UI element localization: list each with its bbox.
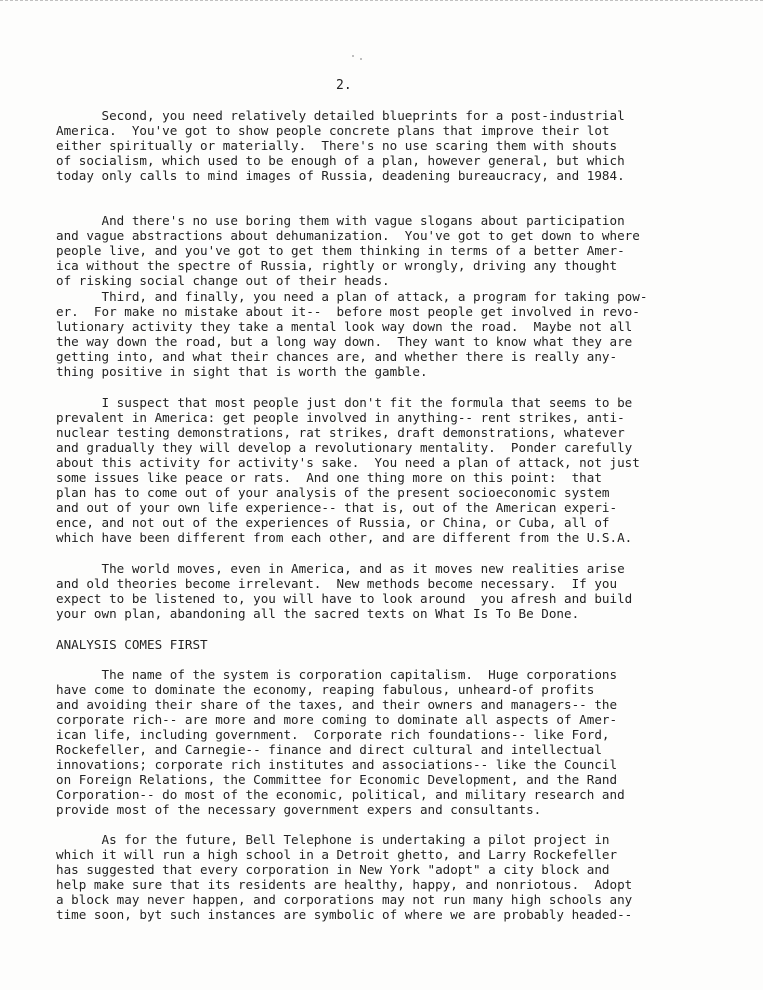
text-line: either spiritually or materially. There's no use scaring them with shouts [56, 138, 618, 153]
paragraph [56, 561, 646, 621]
text-line: have come to dominate the economy, reaping fabulous, unheard-of profits [56, 682, 595, 697]
text-line: the way down the road, but a long way down. They want to know what they are [56, 334, 633, 349]
paragraph [56, 213, 646, 288]
text-line: getting into, and what their chances are, and whether there is really any- [56, 349, 618, 364]
text-line: your own plan, abandoning all the sacred texts on What Is To Be Done. [56, 606, 580, 621]
text-line: plan has to come out of your analysis of the present socioeconomic system [56, 485, 610, 500]
text-line: er. For make no mistake about it-- before most people get involved in revo- [56, 304, 640, 319]
text-line: and vague abstractions about dehumanization. You've got to get down to where [56, 228, 640, 243]
text-line: I suspect that most people just don't fit the formula that seems to be [56, 395, 633, 410]
text-line: lutionary activity they take a mental look way down the road. Maybe not all [56, 319, 633, 334]
text-line: As for the future, Bell Telephone is undertaking a pilot project in [56, 832, 610, 847]
text-line: ican life, including government. Corporate rich foundations-- like Ford, [56, 727, 610, 742]
text-line: which it will run a high school in a Detroit ghetto, and Larry Rockefeller [56, 847, 618, 862]
text-line: provide most of the necessary government expers and consultants. [56, 802, 542, 817]
text-line: of risking social change out of their heads. [56, 273, 390, 288]
scan-speck [360, 58, 362, 60]
text-line: Second, you need relatively detailed blueprints for a post-industrial [56, 108, 625, 123]
text-line: has suggested that every corporation in New York "adopt" a city block and [56, 862, 610, 877]
scan-speck [352, 55, 354, 57]
text-line: about this activity for activity's sake. You need a plan of attack, not just [56, 455, 640, 470]
paragraph [56, 395, 646, 545]
section-heading: ANALYSIS COMES FIRST [56, 637, 208, 652]
text-line: ence, and not out of the experiences of Russia, or China, or Cuba, all of [56, 515, 610, 530]
text-line: on Foreign Relations, the Committee for Economic Development, and the Rand [56, 772, 618, 787]
text-line: nuclear testing demonstrations, rat strikes, draft demonstrations, whatever [56, 425, 625, 440]
text-line: time soon, byt such instances are symbolic of where we are probably headed-- [56, 907, 633, 922]
text-line: which have been different from each other, and are different from the U.S.A. [56, 530, 633, 545]
text-line: prevalent in America: get people involved in anything-- rent strikes, anti- [56, 410, 625, 425]
text-line: and out of your own life experience-- that is, out of the American experi- [56, 500, 618, 515]
text-line: The world moves, even in America, and as it moves new realities arise [56, 561, 625, 576]
text-line: people live, and you've got to get them thinking in terms of a better Amer- [56, 243, 625, 258]
text-line: and old theories become irrelevant. New methods become necessary. If you [56, 576, 618, 591]
paragraph [56, 832, 646, 922]
paragraph [56, 108, 646, 183]
text-line: America. You've got to show people concrete plans that improve their lot [56, 123, 610, 138]
text-line: Rockefeller, and Carnegie-- finance and direct cultural and intellectual [56, 742, 602, 757]
page-number: 2. [336, 78, 352, 93]
page-top-edge [0, 0, 763, 7]
text-line: expect to be listened to, you will have to look around you afresh and build [56, 591, 633, 606]
text-line: thing positive in sight that is worth the gamble. [56, 364, 428, 379]
text-line: of socialism, which used to be enough of a plan, however general, but which [56, 153, 625, 168]
text-line: The name of the system is corporation capitalism. Huge corporations [56, 667, 618, 682]
text-line: innovations; corporate rich institutes and associations-- like the Council [56, 757, 618, 772]
text-line: corporate rich-- are more and more coming to dominate all aspects of Amer- [56, 712, 618, 727]
paragraph [56, 667, 646, 817]
text-line: Corporation-- do most of the economic, political, and military research and [56, 787, 625, 802]
text-line: and gradually they will develop a revolutionary mentality. Ponder carefully [56, 440, 633, 455]
paragraph [56, 289, 646, 379]
text-line: a block may never happen, and corporations may not run many high schools any [56, 892, 633, 907]
text-line: And there's no use boring them with vague slogans about participation [56, 213, 625, 228]
text-line: today only calls to mind images of Russia, deadening bureaucracy, and 1984. [56, 168, 625, 183]
text-line: Third, and finally, you need a plan of attack, a program for taking pow- [56, 289, 648, 304]
text-line: help make sure that its residents are healthy, happy, and nonriotous. Adopt [56, 877, 633, 892]
text-line: ica without the spectre of Russia, rightly or wrongly, driving any thought [56, 258, 618, 273]
text-line: some issues like peace or rats. And one thing more on this point: that [56, 470, 602, 485]
text-line: and avoiding their share of the taxes, and their owners and managers-- the [56, 697, 618, 712]
